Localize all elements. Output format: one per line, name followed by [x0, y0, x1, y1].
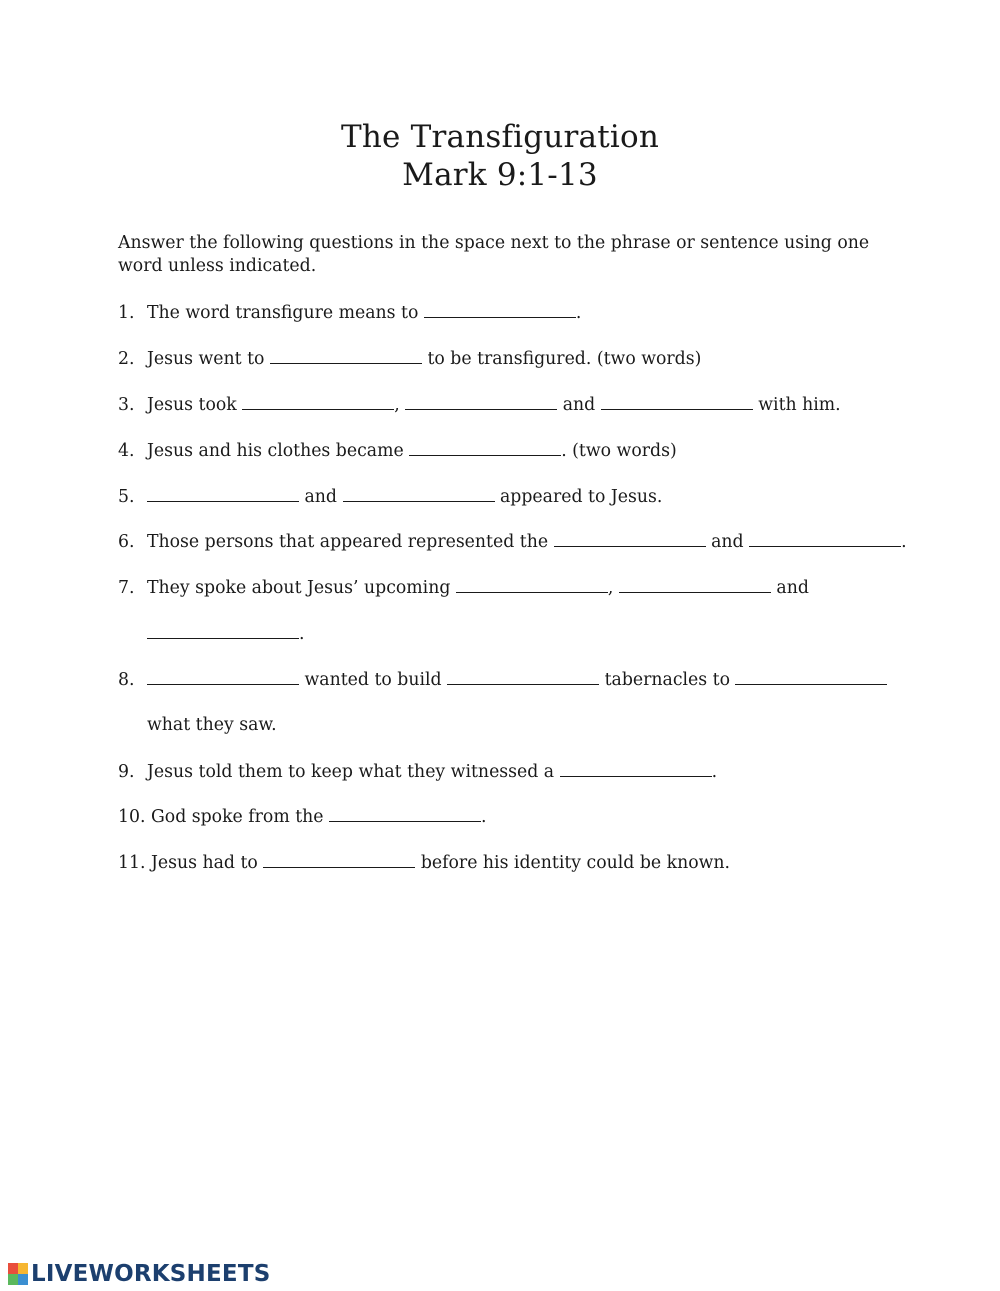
- question-10: [118, 804, 487, 829]
- question-number: 6.: [118, 532, 135, 552]
- question-text: to be transfigured. (two words): [427, 349, 702, 369]
- question-text: Jesus had to: [150, 853, 258, 873]
- question-number: 10.: [118, 807, 146, 827]
- question-text: .: [481, 807, 487, 827]
- logo-block: [8, 1263, 18, 1274]
- question-7-continued: [147, 621, 305, 646]
- answer-blank[interactable]: [619, 575, 771, 593]
- question-text: ,: [607, 578, 614, 598]
- answer-blank[interactable]: [560, 759, 712, 777]
- question-text: appeared to Jesus.: [500, 487, 663, 507]
- answer-blank[interactable]: [735, 667, 887, 685]
- question-text: Those persons that appeared represented the: [147, 532, 549, 552]
- answer-blank[interactable]: [554, 529, 706, 547]
- answer-blank[interactable]: [749, 529, 901, 547]
- question-text: .: [711, 762, 718, 782]
- logo-blocks-icon: [8, 1263, 28, 1285]
- logo-block: [8, 1274, 18, 1285]
- question-text: and: [304, 487, 337, 507]
- question-text: God spoke from the: [150, 807, 324, 827]
- question-4: [118, 438, 677, 463]
- question-text: and: [562, 395, 596, 415]
- question-number: 2.: [118, 349, 135, 369]
- question-text: before his identity could be known.: [420, 853, 731, 873]
- title-line: The Transfiguration: [341, 119, 659, 155]
- liveworksheets-logo[interactable]: [8, 1262, 270, 1286]
- question-1: [118, 300, 581, 325]
- question-8-continued: [147, 713, 277, 737]
- question-text: .: [575, 303, 582, 323]
- answer-blank[interactable]: [263, 850, 415, 868]
- question-text: Jesus went to: [147, 349, 265, 369]
- logo-block: [18, 1274, 28, 1285]
- question-number: 7.: [118, 578, 135, 598]
- instructions: Answer the following questions in the space next to the phrase or sentence using one word unless indicated.: [118, 233, 870, 276]
- question-number: 5.: [118, 487, 135, 507]
- question-text: and: [711, 532, 744, 552]
- answer-blank[interactable]: [147, 667, 299, 685]
- question-text: .: [299, 624, 305, 644]
- question-number: 4.: [118, 441, 135, 461]
- question-number: 9.: [118, 762, 135, 782]
- question-number: 3.: [118, 395, 135, 415]
- question-6: [118, 529, 907, 554]
- answer-blank[interactable]: [456, 575, 608, 593]
- answer-blank[interactable]: [405, 392, 557, 410]
- worksheet-title: [0, 118, 1000, 194]
- answer-blank[interactable]: [147, 621, 299, 639]
- question-text: .: [901, 532, 907, 552]
- question-number: 11.: [118, 853, 146, 873]
- answer-blank[interactable]: [242, 392, 394, 410]
- logo-block: [18, 1263, 28, 1274]
- question-number: 1.: [118, 303, 135, 323]
- question-text: Jesus took: [147, 395, 237, 415]
- question-11: [118, 850, 730, 875]
- answer-blank[interactable]: [329, 804, 481, 822]
- question-8: [118, 667, 887, 692]
- question-text: They spoke about Jesus’ upcoming: [147, 578, 451, 598]
- answer-blank[interactable]: [270, 346, 422, 364]
- question-9: [118, 759, 717, 784]
- question-2: [118, 346, 701, 371]
- question-text: Jesus told them to keep what they witnessed a: [147, 762, 555, 782]
- answer-blank[interactable]: [447, 667, 599, 685]
- question-text: what they saw.: [147, 715, 277, 735]
- question-text: The word transfigure means to: [147, 303, 419, 323]
- answer-blank[interactable]: [601, 392, 753, 410]
- question-text: Jesus and his clothes became: [147, 441, 404, 461]
- answer-blank[interactable]: [424, 300, 576, 318]
- question-7: [118, 575, 809, 600]
- question-text: with him.: [758, 395, 841, 415]
- answer-blank[interactable]: [409, 438, 561, 456]
- question-text: and: [776, 578, 809, 598]
- question-number: 8.: [118, 670, 135, 690]
- answer-blank[interactable]: [343, 484, 495, 502]
- answer-blank[interactable]: [147, 484, 299, 502]
- logo-text: LIVEWORKSHEETS: [31, 1261, 271, 1287]
- question-text: ,: [394, 395, 400, 415]
- question-text: tabernacles to: [604, 670, 730, 690]
- question-text: wanted to build: [304, 670, 442, 690]
- subtitle-line: Mark 9:1-13: [402, 157, 598, 193]
- question-text: . (two words): [561, 441, 677, 461]
- question-5: [118, 484, 662, 509]
- question-3: [118, 392, 841, 417]
